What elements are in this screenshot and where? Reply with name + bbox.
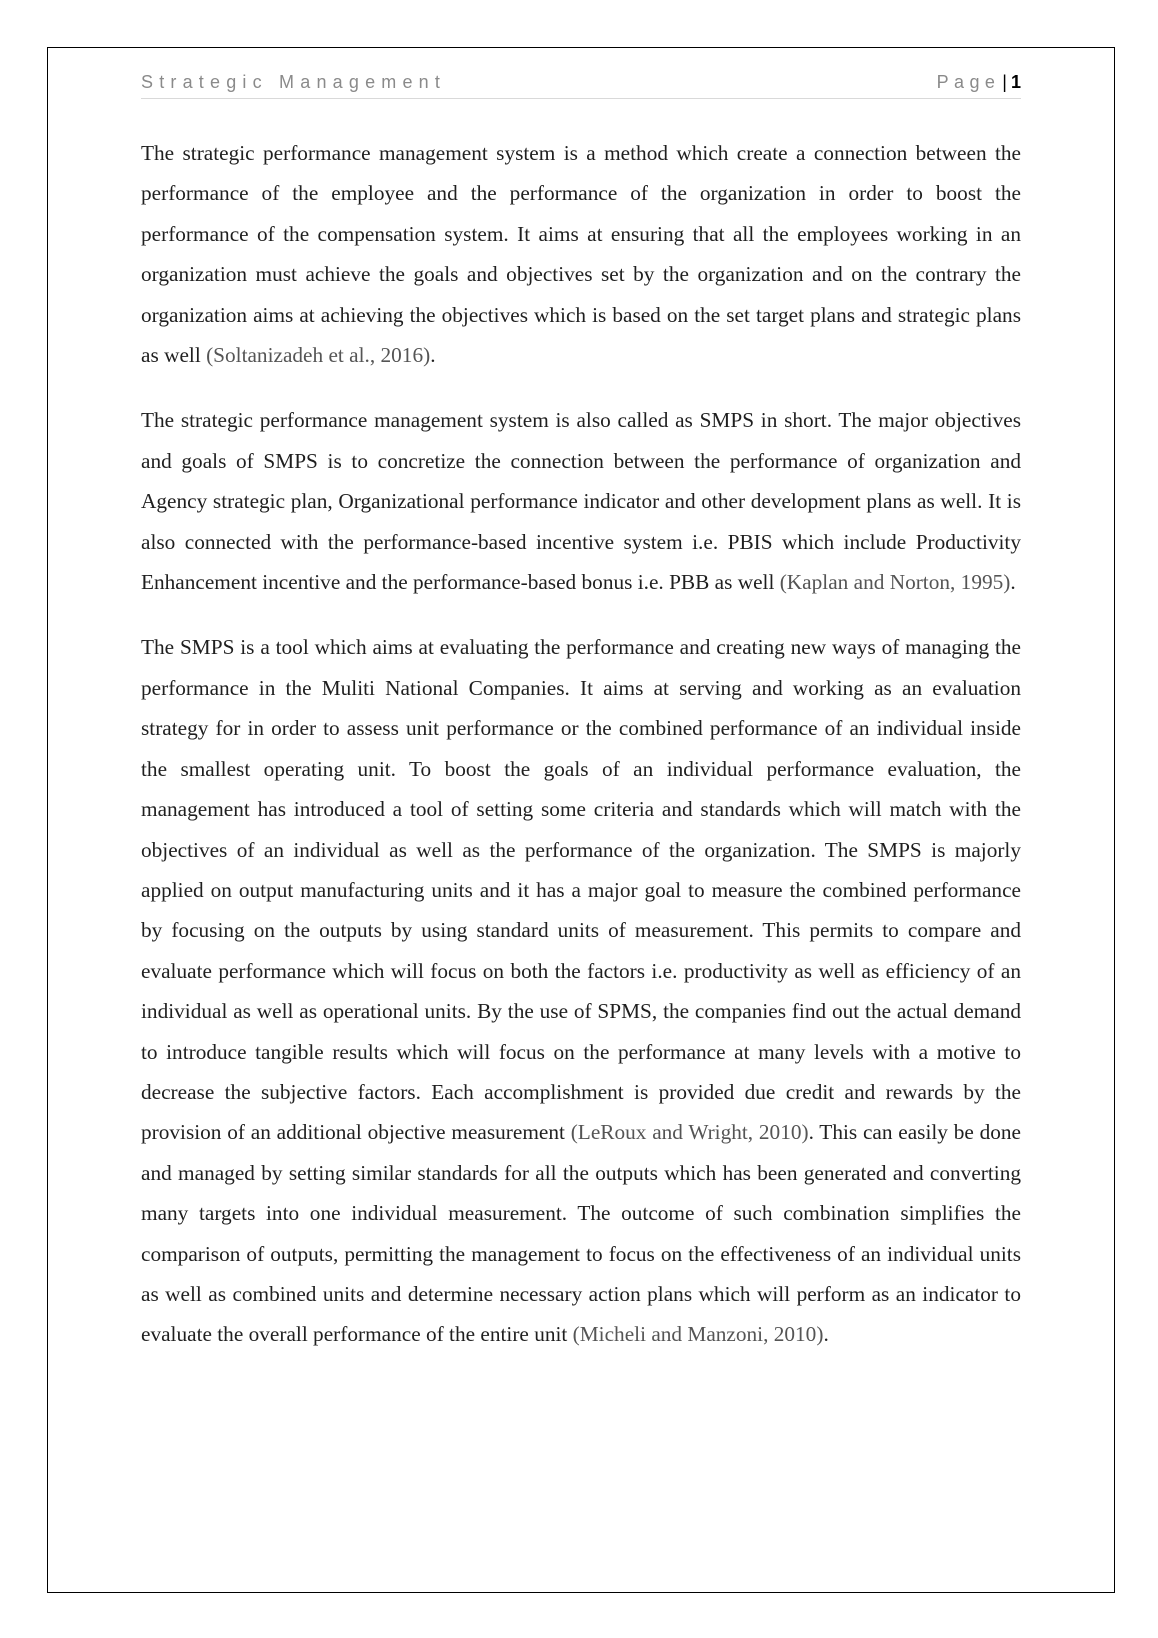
header-separator: |: [1002, 72, 1007, 92]
paragraph-text: The strategic performance management system is also called as SMPS in short. The major objectives and goals of SMPS is to concretize the connection between the performance of organization and Agency strategic plan, Organizational performance indicator and other development plans as well. It is also connected with the performance-based incentive system i.e. PBIS which include Productivity Enhancement incentive and the performance-based bonus i.e. PBB as well: [141, 408, 1021, 595]
paragraph-text-continued: . This can easily be done and managed by setting similar standards for all the outputs which has been generated and converting many targets into one individual measurement. The outcome of such combination simplifies the comparison of outputs, permitting the management to focus on the effectiveness of an individual units as well as combined units and determine necessary action plans which will perform as an indicator to evaluate the overall performance of the entire unit: [141, 1120, 1021, 1347]
paragraph-1: [141, 133, 1021, 375]
paragraph-2: [141, 400, 1021, 602]
citation: (LeRoux and Wright, 2010): [570, 1120, 809, 1145]
document-body: [141, 133, 1021, 1380]
paragraph-text: The SMPS is a tool which aims at evaluating the performance and creating new ways of managing the performance in the Muliti National Companies. It aims at serving and working as an evaluation strategy for in order to assess unit performance or the combined performance of an individual inside the smallest operating unit. To boost the goals of an individual performance evaluation, the management has introduced a tool of setting some criteria and standards which will match with the objectives of an individual as well as the performance of the organization. The SMPS is majorly applied on output manufacturing units and it has a major goal to measure the combined performance by focusing on the outputs by using standard units of measurement. This permits to compare and evaluate performance which will focus on both the factors i.e. productivity as well as efficiency of an individual as well as operational units. By the use of SPMS, the companies find out the actual demand to introduce tangible results which will focus on the performance at many levels with a motive to decrease the subjective factors. Each accomplishment is provided due credit and rewards by the provision of an additional objective measurement: [141, 635, 1021, 1145]
paragraph-tail: .: [823, 1322, 829, 1347]
page-number: 1: [1010, 72, 1021, 92]
citation: (Kaplan and Norton, 1995): [779, 570, 1011, 595]
paragraph-tail: .: [1010, 570, 1016, 595]
header-title: Strategic Management: [141, 72, 447, 92]
page-indicator: [937, 72, 1021, 93]
page-label: Page: [936, 72, 1001, 92]
citation: (Soltanizadeh et al., 2016): [206, 343, 431, 368]
paragraph-text: The strategic performance management system is a method which create a connection between the performance of the employee and the performance of the organization in order to boost the performance of the compensation system. It aims at ensuring that all the employees working in an organization must achieve the goals and objectives set by the organization and on the contrary the organization aims at achieving the objectives which is based on the set target plans and strategic plans as well: [141, 141, 1021, 368]
page-header: [141, 68, 1021, 99]
citation: (Micheli and Manzoni, 2010): [572, 1322, 824, 1347]
paragraph-3: [141, 627, 1021, 1354]
paragraph-tail: .: [430, 343, 436, 368]
